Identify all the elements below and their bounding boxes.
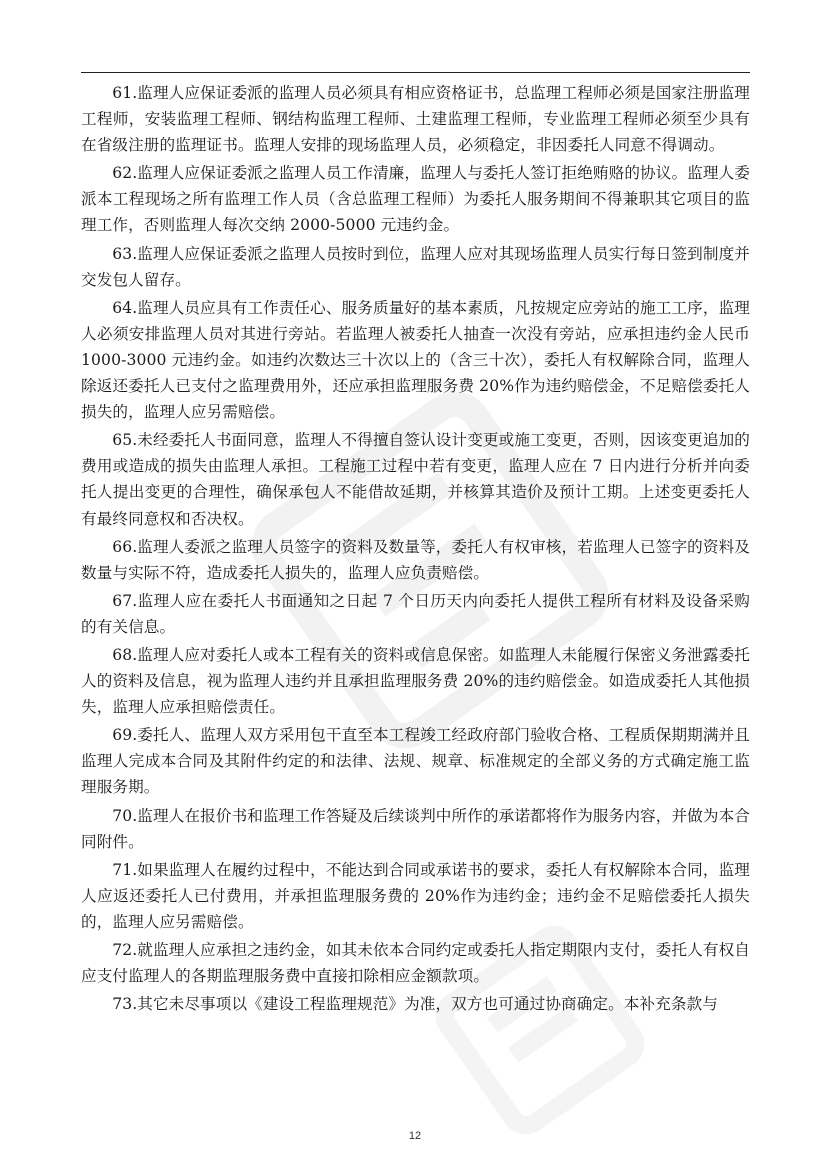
header-rule: [81, 72, 750, 73]
clause-72: 72.就监理人应承担之违约金，如其未依本合同约定或委托人指定期限内支付，委托人有权自应支付监理人的各期监理服务费中直接扣除相应金额款项。: [81, 941, 750, 986]
clause-63: 63.监理人应保证委派之监理人员按时到位，监理人应对其现场监理人员实行每日签到制度并交发包人留存。: [81, 244, 750, 289]
clause-71: 71.如果监理人在履约过程中，不能达到合同或承诺书的要求，委托人有权解除本合同，监理人应返还委托人已付费用，并承担监理服务费的 20%作为违约金；违约金不足赔偿委托人损失的，监理人应另需赔偿。: [81, 860, 750, 931]
clause-64: 64.监理人员应具有工作责任心、服务质量好的基本素质，凡按规定应旁站的施工工序，监理人必须安排监理人员对其进行旁站。若监理人被委托人抽查一次没有旁站，应承担违约金人民币 1000-3000 元违约金。如违约次数达三十次以上的（含三十次），委托人有权解除合同，监理人除返还委托人已支付之监理费用外，还应承担监理服务费 20%作为违约赔偿金，不足赔偿委托人损失的，监理人应另需赔偿。: [81, 298, 750, 422]
page-number: 12: [408, 1130, 422, 1142]
clause-69: 69.委托人、监理人双方采用包干直至本工程竣工经政府部门验收合格、工程质保期期满并且监理人完成本合同及其附件约定的和法律、法规、规章、标准规定的全部义务的方式确定施工监理服务期。: [81, 726, 750, 797]
clause-68: 68.监理人应对委托人或本工程有关的资料或信息保密。如监理人未能履行保密义务泄露委托人的资料及信息，视为监理人违约并且承担监理服务费 20%的违约赔偿金。如造成委托人其他损失，监理人应承担赔偿责任。: [81, 645, 750, 717]
clause-65: 65.未经委托人书面同意，监理人不得擅自签认设计变更或施工变更，否则，因该变更追加的费用或造成的损失由监理人承担。工程施工过程中若有变更，监理人应在 7 日内进行分析并向委托人提出变更的合理性，确保承包人不能借故延期，并核算其造价及预计工期。上述变更委托人有最终同意权和否决权。: [81, 431, 750, 528]
document-body: [81, 80, 750, 1019]
clause-73: 73.其它未尽事项以《建设工程监理规范》为准，双方也可通过协商确定。本补充条款与: [112, 995, 718, 1014]
clause-66: 66.监理人委派之监理人员签字的资料及数量等，委托人有权审核，若监理人已签字的资料及数量与实际不符，造成委托人损失的，监理人应负责赔偿。: [81, 537, 750, 582]
clause-62: 62.监理人应保证委派之监理人员工作清廉，监理人与委托人签订拒绝贿赂的协议。监理人委派本工程现场之所有监理工作人员（含总监理工程师）为委托人服务期间不得兼职其它项目的监理工作，否则监理人每次交纳 2000-5000 元违约金。: [81, 164, 750, 235]
clause-70: 70.监理人在报价书和监理工作答疑及后续谈判中所作的承诺都将作为服务内容，并做为本合同附件。: [81, 806, 750, 851]
clause-67: 67.监理人应在委托人书面通知之日起 7 个日历天内向委托人提供工程所有材料及设备采购的有关信息。: [81, 591, 750, 636]
clause-61: 61.监理人应保证委派的监理人员必须具有相应资格证书，总监理工程师必须是国家注册监理工程师，安装监理工程师、钢结构监理工程师、土建监理工程师，专业监理工程师必须至少具有在省级注册的监理证书。监理人安排的现场监理人员，必须稳定，非因委托人同意不得调动。: [81, 84, 750, 155]
